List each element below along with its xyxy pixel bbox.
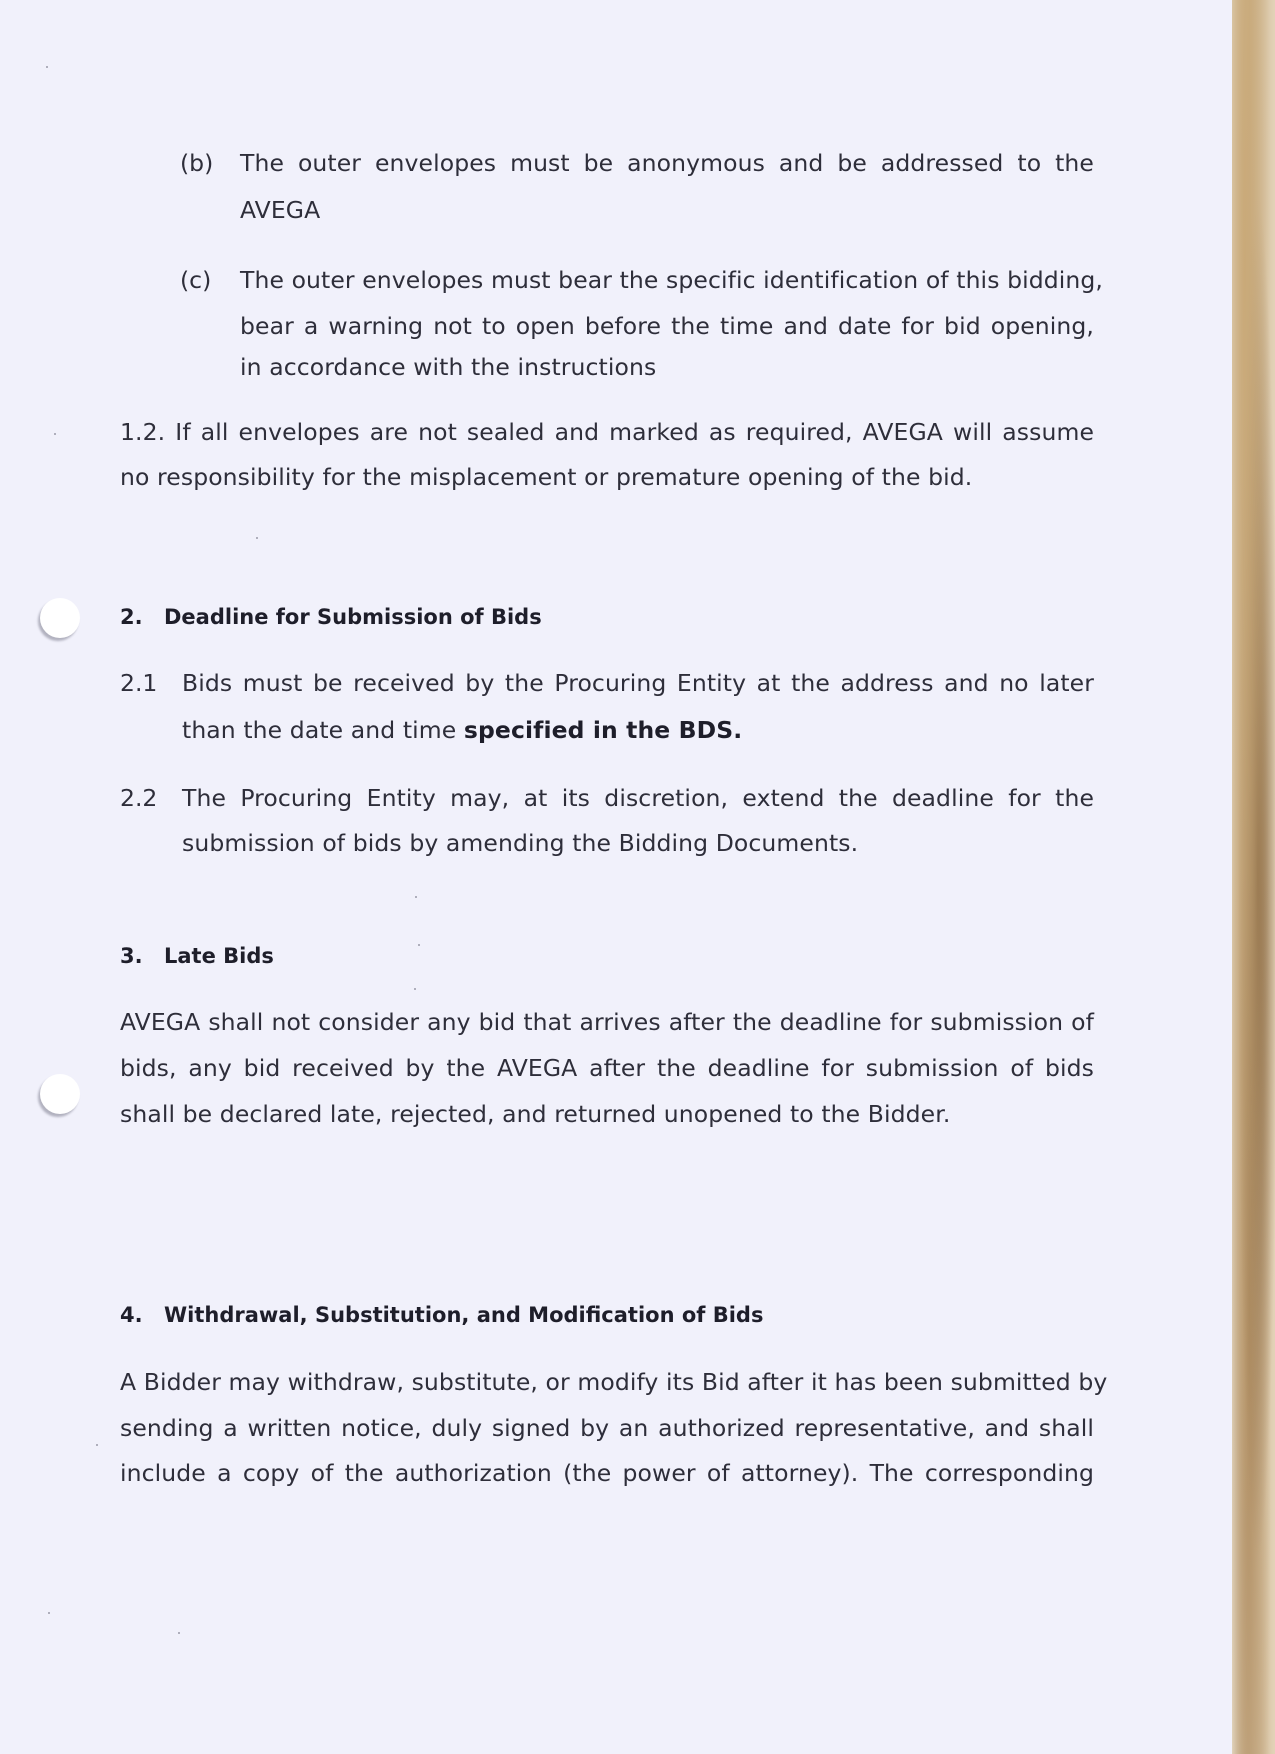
item-2-2-line-2: submission of bids by amending the Bidding Documents. — [182, 829, 859, 857]
section-2-heading — [120, 602, 542, 632]
item-2-1-line-2-bold: specified in the BDS. — [463, 716, 743, 744]
section-3-line-2: bids, any bid received by the AVEGA after the deadline for submission of bids — [120, 1054, 1094, 1082]
section-3-number: 3. — [120, 944, 143, 968]
item-c-line-1: The outer envelopes must bear the specific identification of this bidding, — [240, 266, 1103, 294]
scan-speck — [415, 896, 417, 898]
section-4-line-1: A Bidder may withdraw, substitute, or modify its Bid after it has been submitted by — [120, 1368, 1108, 1396]
item-c-line-3: in accordance with the instructions — [240, 353, 657, 381]
item-b-label: (b) — [180, 149, 214, 177]
section-2-title: Deadline for Submission of Bids — [164, 605, 542, 629]
section-3-line-3: shall be declared late, rejected, and returned unopened to the Bidder. — [120, 1100, 951, 1128]
section-4-line-3: include a copy of the authorization (the power of attorney). The corresponding — [120, 1459, 1094, 1487]
item-2-1-line-2 — [182, 715, 742, 745]
item-c-line-2: bear a warning not to open before the time and date for bid opening, — [240, 312, 1094, 340]
punch-hole-bottom — [40, 1074, 80, 1114]
section-3-heading — [120, 941, 274, 971]
para-1-2-line-2: no responsibility for the misplacement or premature opening of the bid. — [120, 463, 973, 491]
scan-speck — [96, 1444, 98, 1446]
scan-speck — [178, 1632, 180, 1634]
item-c-label: (c) — [180, 266, 212, 294]
section-4-number: 4. — [120, 1303, 143, 1327]
scan-speck — [54, 433, 56, 435]
scanned-paper-edge — [1232, 0, 1275, 1754]
scan-speck — [48, 1612, 50, 1614]
item-b-line-1: The outer envelopes must be anonymous and be addressed to the — [240, 149, 1094, 177]
punch-hole-top — [40, 598, 80, 638]
item-2-2-line-1: The Procuring Entity may, at its discretion, extend the deadline for the — [182, 784, 1094, 812]
para-1-2-line-1: 1.2. If all envelopes are not sealed and marked as required, AVEGA will assume — [120, 418, 1094, 446]
item-2-2-label: 2.2 — [120, 784, 158, 812]
scan-speck — [46, 66, 48, 68]
item-2-1-label: 2.1 — [120, 669, 158, 697]
item-b-line-2: AVEGA — [240, 196, 321, 224]
item-2-1-line-1: Bids must be received by the Procuring Entity at the address and no later — [182, 669, 1094, 697]
item-2-1-line-2-text: than the date and time — [182, 716, 464, 744]
section-4-heading — [120, 1300, 763, 1330]
section-2-number: 2. — [120, 605, 143, 629]
scan-speck — [256, 537, 258, 539]
section-3-title: Late Bids — [164, 944, 274, 968]
scan-speck — [414, 988, 416, 990]
scan-speck — [418, 944, 420, 946]
section-4-line-2: sending a written notice, duly signed by an authorized representative, and shall — [120, 1414, 1094, 1442]
section-3-line-1: AVEGA shall not consider any bid that arrives after the deadline for submission of — [120, 1008, 1094, 1036]
section-4-title: Withdrawal, Substitution, and Modification of Bids — [164, 1303, 764, 1327]
